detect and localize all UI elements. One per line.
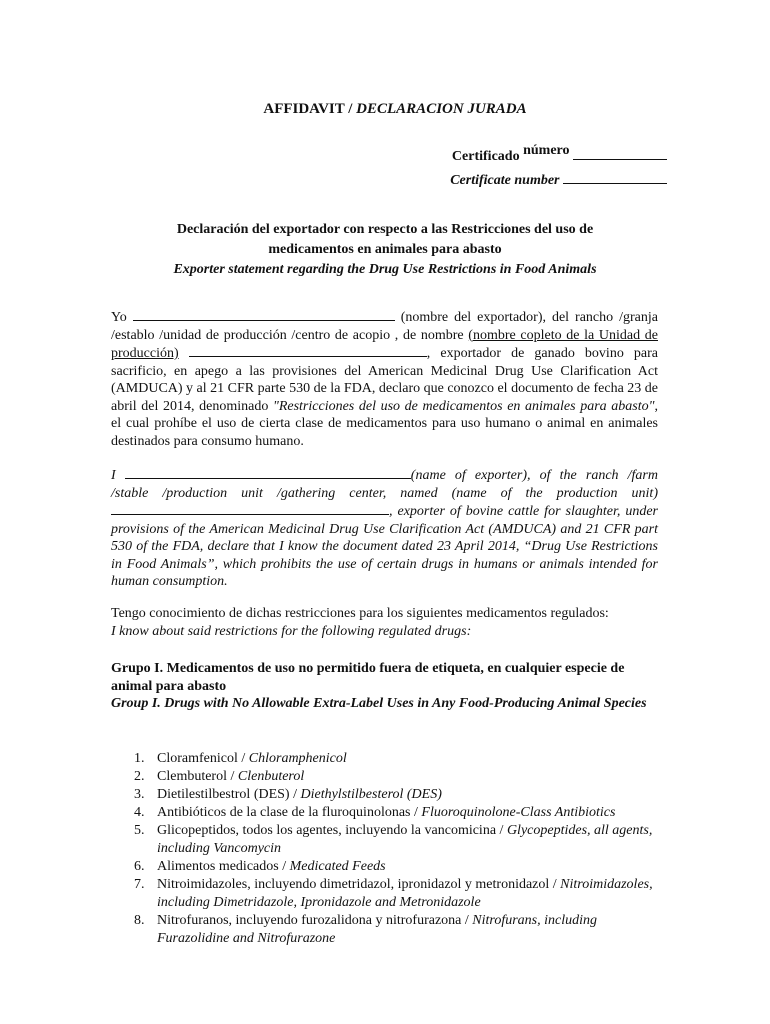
drug-name-en: Chloramphenicol <box>248 751 347 766</box>
page-title <box>0 101 770 118</box>
production-unit-blank-en[interactable] <box>111 502 389 515</box>
production-unit-label: (nombre copleto de la Unidad de producción) <box>111 327 658 361</box>
drug-name-en: Nitroimidazoles, including Dimetridazole, Ipronidazole and Metronidazole <box>157 877 653 910</box>
drug-name-es: Dietilestilbestrol (DES) / <box>157 787 301 802</box>
drug-name-en: Medicated Feeds <box>289 859 386 874</box>
title-prefix: AFFIDAVIT / <box>263 101 357 117</box>
knowledge-es: Tengo conocimiento de dichas restricciones para los siguientes medicamentos regulados: <box>111 606 609 621</box>
heading-es: Declaración del exportador con respecto a las Restricciones del uso de medicamentos en animales para abasto <box>176 222 594 257</box>
drug-name-es: Cloramfenicol / <box>157 751 249 766</box>
statement-en <box>111 466 658 591</box>
heading-en: Exporter statement regarding the Drug Use Restrictions in Food Animals <box>173 262 597 277</box>
drug-list-item <box>111 768 658 786</box>
knowledge-section <box>111 605 658 640</box>
drug-name-en: Fluoroquinolone-Class Antibiotics <box>421 805 616 820</box>
drug-list-item <box>111 876 658 912</box>
numero-label: número <box>523 143 570 158</box>
exporter-name-blank[interactable] <box>133 308 395 321</box>
drug-name-es: Nitroimidazoles, incluyendo dimetridazol, ipronidazol y metronidazol / <box>157 877 561 892</box>
yo-label: Yo <box>111 310 127 325</box>
certificado-blank[interactable] <box>573 147 667 160</box>
statement-es <box>111 308 658 450</box>
group-heading <box>111 660 658 713</box>
drug-list-item <box>111 822 658 858</box>
drug-list-item <box>111 912 658 948</box>
drug-number: 5. <box>134 823 145 838</box>
drug-number: 8. <box>134 913 145 928</box>
drug-name-es: Nitrofuranos, incluyendo furozalidona y nitrofurazona / <box>157 913 473 928</box>
certificate-number-blank[interactable] <box>563 171 667 184</box>
statement-es-text-1: (nombre del exportador), del rancho /granja /establo /unidad de producción /centro de acopio , de nombre <box>111 310 658 343</box>
drug-name-es: Antibióticos de la clase de la fluroquinolonas / <box>157 805 422 820</box>
drug-name-es: Clembuterol / <box>157 769 238 784</box>
certificado-label: Certificado <box>451 149 520 164</box>
drug-number: 2. <box>134 769 145 784</box>
drug-number: 3. <box>134 787 145 802</box>
statement-en-text-2: , exporter of bovine cattle for slaughter, under provisions of the American Medicinal Drug Use Clarification Act (AMDUCA) and 21 CFR part 530 of the FDA, declare that I know the document dated 23 April 2014, “Drug Use Restrictions in Food Animals”, which prohibits the use of certain drugs in humans or animals intended for human consumption. <box>111 504 658 589</box>
exporter-name-blank-en[interactable] <box>125 466 411 479</box>
drug-list-item <box>111 750 658 768</box>
restrictions-doc-title: "Restricciones del uso de medicamentos en animales para abasto" <box>272 398 655 414</box>
drug-name-en: Clenbuterol <box>237 769 305 784</box>
drug-number: 6. <box>134 859 145 874</box>
statement-heading <box>140 220 630 280</box>
drug-number: 1. <box>134 751 145 766</box>
production-unit-blank[interactable] <box>189 344 427 357</box>
drug-name-en: Nitrofurans, including Furazolidine and Nitrofurazone <box>157 913 598 946</box>
drug-name-es: Alimentos medicados / <box>157 859 290 874</box>
drug-list-item <box>111 858 658 876</box>
title-italic: DECLARACION JURADA <box>356 101 527 117</box>
drug-number: 7. <box>134 877 145 892</box>
drug-list-item <box>111 804 658 822</box>
certificado-line <box>451 143 667 165</box>
drug-name-en: Glycopeptides, all agents, including Vancomycin <box>157 823 653 856</box>
statement-es-text-2: , exportador de ganado bovino para sacrificio, en apego a las provisiones del American Medicinal Drug Use Clarification Act (AMDUCA) y al 21 CFR parte 530 de la FDA, declaro que conozco el documento de fecha 23 de abril del 2014, denominado <box>111 346 659 414</box>
drug-name-es: Glicopeptidos, todos los agentes, incluyendo la vancomicina / <box>157 823 507 838</box>
i-label: I <box>111 468 116 483</box>
drug-list-item <box>111 786 658 804</box>
drug-name-en: Diethylstilbesterol (DES) <box>300 787 442 802</box>
knowledge-en: I know about said restrictions for the following regulated drugs: <box>111 623 472 639</box>
drug-number: 4. <box>134 805 145 820</box>
group-en: Group I. Drugs with No Allowable Extra-Label Uses in Any Food-Producing Animal Species <box>111 696 647 711</box>
certificate-number-line <box>450 171 667 189</box>
statement-en-text-1: (name of exporter), of the ranch /farm /stable /production unit /gathering center, named (name of the production unit) <box>111 468 658 501</box>
drug-list <box>111 750 658 948</box>
statement-es-text-3: , el cual prohíbe el uso de cierta clase de medicamentos para uso humano o animal en animales destinados para consumo humano. <box>111 398 658 449</box>
group-es: Grupo I. Medicamentos de uso no permitido fuera de etiqueta, en cualquier especie de animal para abasto <box>111 661 625 694</box>
certificate-number-label: Certificate number <box>450 173 560 188</box>
